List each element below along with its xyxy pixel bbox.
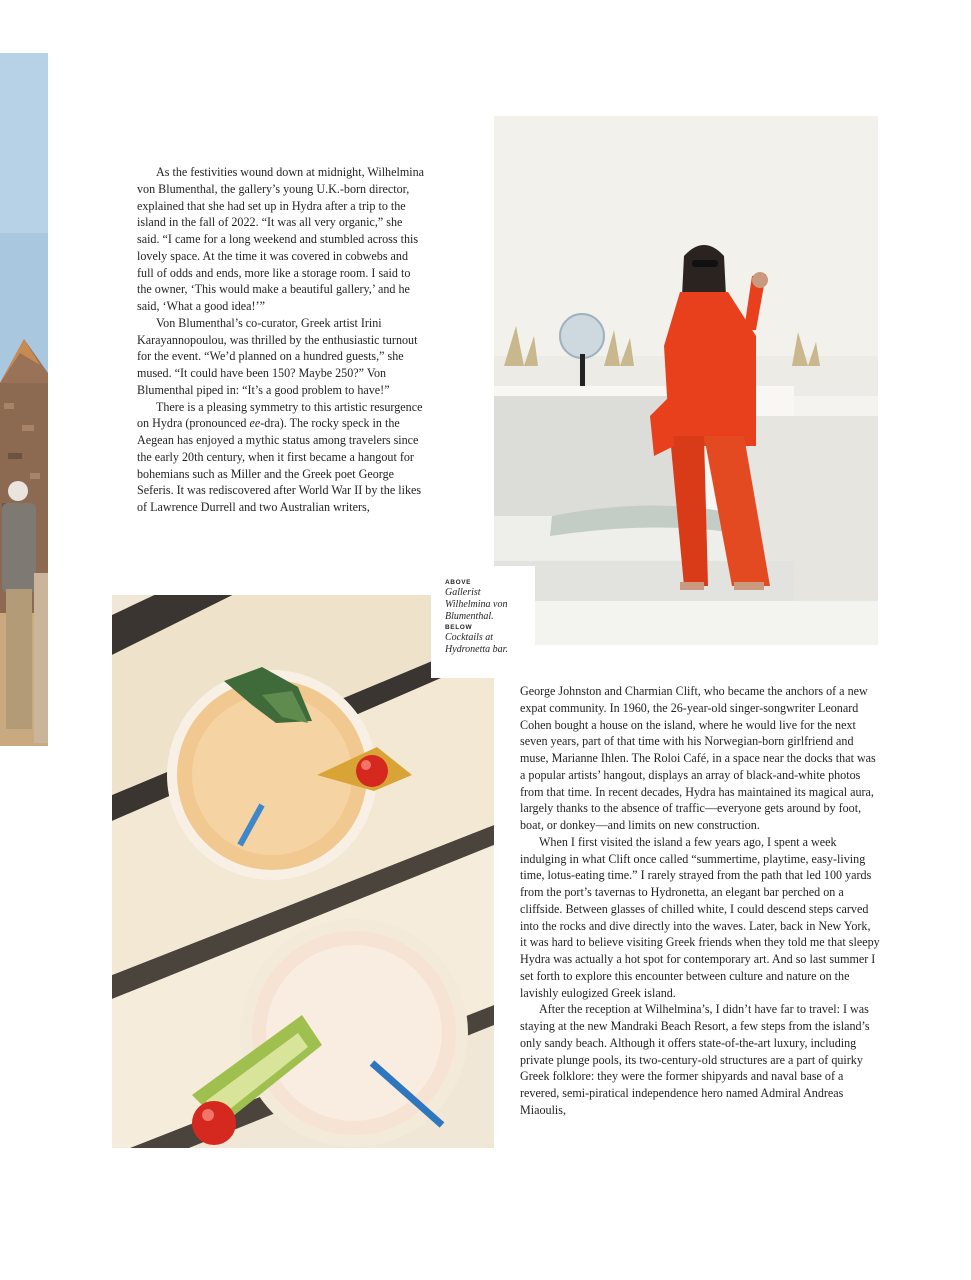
- photo-village-edge: [0, 53, 48, 746]
- article-paragraph: After the reception at Wilhelmina’s, I didn’t have far to travel: I was staying at the new Mandraki Beach Resort, a few steps from the island’s only sandy beach. Although it offers state-of-the-art luxury, including private plunge pools, its two-century-old structures are a part of quirky Greek folklore: they were the former shipyards and naval base of a revered, semi-piratical independence hero named Admiral Andreas Miaoulis,: [520, 1002, 870, 1117]
- caption-text-above: Gallerist Wilhelmina von Blumenthal.: [445, 587, 508, 622]
- caption-label-above: ABOVE: [445, 579, 472, 586]
- photo-gallerist: [494, 116, 878, 645]
- article-paragraph: As the festivities wound down at midnight, Wilhelmina von Blumenthal, the gallery’s young U.K.-born director, explained that she had set up in Hydra after a trip to the island in the fall of 2022. “It was all very organic,” she said. “I came for a long weekend and stumbled across this lovely space. At the time it was covered in cobwebs and full of odds and ends, more like a storage room. I said to the owner, ‘This would make a beautiful gallery,’ and he said, ‘What a good idea!’”: [137, 165, 425, 313]
- article-paragraph: When I first visited the island a few years ago, I spent a week indulging in what Clift once called “summertime, playtime, easy-living time, lotus-eating time.” I rarely strayed from the path that led 100 yards from the port’s tavernas to Hydronetta, an elegant bar perched on a cliffside. Between glasses of chilled white, I could descend steps carved into the rocks and dive directly into the waves. Later, back in New York, it was hard to believe visiting Greek friends when they told me that sleepy Hydra was actually a hot spot for contemporary art. And so last summer I set forth to explore this encounter between culture and nature on the lavishly eulogized Greek island.: [520, 834, 880, 1000]
- photo-captions: [431, 566, 535, 678]
- caption-text-below: Cocktails at Hydronetta bar.: [445, 632, 508, 655]
- article-paragraph: George Johnston and Charmian Clift, who became the anchors of a new expat community. In 1960, the 26-year-old singer-songwriter Leonard Cohen bought a house on the island, where he would live for the next seven years, part of that time with his Norwegian-born girlfriend and muse, Marianne Ihlen. The Roloi Café, in a space near the docks that was a popular artists’ hangout, displays an array of black-and-white photos from that time. In recent decades, Hydra has maintained its magical aura, largely thanks to the absence of traffic—everyone gets around by foot, boat, or donkey—and limits on new construction.: [520, 684, 876, 832]
- article-column-right: [520, 683, 880, 1119]
- article-column-left: [137, 164, 424, 516]
- article-paragraph: There is a pleasing symmetry to this artistic resurgence on Hydra (pronounced ee-dra). The rocky speck in the Aegean has enjoyed a mythic status among travelers since the early 20th century, when it first became a hangout for bohemians such as Miller and the Greek poet George Seferis. It was rediscovered after World War II by the likes of Lawrence Durrell and two Australian writers,: [137, 399, 423, 514]
- article-paragraph: Von Blumenthal’s co-curator, Greek artist Irini Karayannopoulou, was thrilled by the enthusiastic turnout for the event. “We’d planned on a hundred guests,” she mused. “It could have been 150? Maybe 250?” Von Blumenthal piped in: “It’s a good problem to have!”: [137, 315, 418, 397]
- caption-label-below: BELOW: [445, 624, 473, 631]
